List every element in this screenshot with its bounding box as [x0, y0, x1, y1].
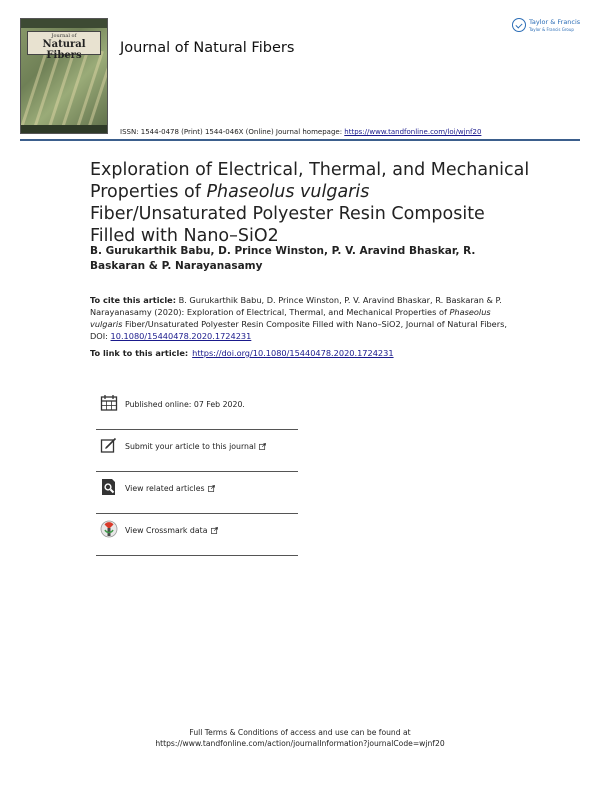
- cover-top-band: [21, 19, 107, 28]
- article-actions-list: [96, 388, 298, 556]
- crossmark-label: View Crossmark data: [125, 526, 208, 535]
- cover-title-small: Journal of: [51, 33, 77, 39]
- article-link-line: [90, 348, 394, 358]
- cover-title: Natural Fibers: [42, 39, 86, 61]
- search-doc-icon: [100, 478, 118, 496]
- publisher-logo-icon: [512, 18, 526, 32]
- article-link-label: To link to this article:: [90, 348, 189, 358]
- external-link-icon: [259, 443, 266, 450]
- published-online-row: [96, 388, 298, 430]
- external-link-icon: [211, 527, 218, 534]
- submit-icon: [100, 436, 118, 454]
- related-articles-row[interactable]: [96, 472, 298, 514]
- related-articles-label: View related articles: [125, 484, 205, 493]
- submit-article-row[interactable]: [96, 430, 298, 472]
- citation-doi-link[interactable]: 10.1080/15440478.2020.1724231: [110, 331, 252, 341]
- publisher-logo[interactable]: [512, 16, 584, 38]
- submit-article-link[interactable]: [125, 442, 266, 451]
- article-doi-url-link[interactable]: https://doi.org/10.1080/15440478.2020.1724231: [192, 348, 394, 358]
- publisher-name: Taylor & Francis: [529, 18, 581, 26]
- footer-terms: [0, 727, 600, 749]
- article-title: [90, 159, 530, 247]
- cover-bottom-band: [21, 125, 107, 133]
- article-title-part2: Fiber/Unsaturated Polyester Resin Composite Filled with Nano–SiO2: [90, 204, 485, 246]
- journal-homepage-link[interactable]: https://www.tandfonline.com/loi/wjnf20: [344, 128, 482, 136]
- external-link-icon: [208, 485, 215, 492]
- citation-text-1: B. Gurukarthik Babu, D. Prince Winston, P. V. Aravind Bhaskar, R. Baskaran & P. Narayanasamy (2020): Exploration of Electrical, Thermal, and Mechanical Properties of: [90, 295, 502, 317]
- crossmark-link[interactable]: [125, 526, 218, 535]
- published-online-text: Published online: 07 Feb 2020.: [125, 400, 245, 409]
- issn-text: ISSN: 1544-0478 (Print) 1544-046X (Online) Journal homepage:: [120, 128, 345, 136]
- article-authors: B. Gurukarthik Babu, D. Prince Winston, P. V. Aravind Bhaskar, R. Baskaran & P. Narayanasamy: [90, 245, 476, 272]
- calendar-icon: [100, 394, 118, 412]
- submit-article-label: Submit your article to this journal: [125, 442, 256, 451]
- article-title-italic: Phaseolus vulgaris: [206, 182, 370, 202]
- cover-fiber-decoration: [45, 49, 76, 134]
- cover-title-box: [27, 31, 101, 61]
- related-articles-link[interactable]: [125, 484, 215, 493]
- citation-text-2: Fiber/Unsaturated Polyester Resin Composite Filled with Nano–SiO2, Journal of Natural Fibers, DOI:: [90, 319, 507, 341]
- journal-cover-image: [20, 18, 108, 134]
- citation-italic: Phaseolus vulgaris: [90, 307, 491, 329]
- footer-terms-line1: Full Terms & Conditions of access and use can be found at: [189, 728, 411, 737]
- article-title-part1: Exploration of Electrical, Thermal, and Mechanical Properties of: [90, 160, 530, 202]
- citation-block: [90, 294, 520, 342]
- issn-line: [120, 128, 481, 136]
- publisher-subname: Taylor & Francis Group: [529, 27, 574, 32]
- header-divider: [20, 139, 580, 141]
- citation-label: To cite this article:: [90, 295, 176, 305]
- crossmark-icon: [100, 520, 118, 538]
- crossmark-row[interactable]: [96, 514, 298, 556]
- footer-terms-link[interactable]: https://www.tandfonline.com/action/journalInformation?journalCode=wjnf20: [155, 739, 445, 748]
- journal-title: Journal of Natural Fibers: [120, 40, 295, 56]
